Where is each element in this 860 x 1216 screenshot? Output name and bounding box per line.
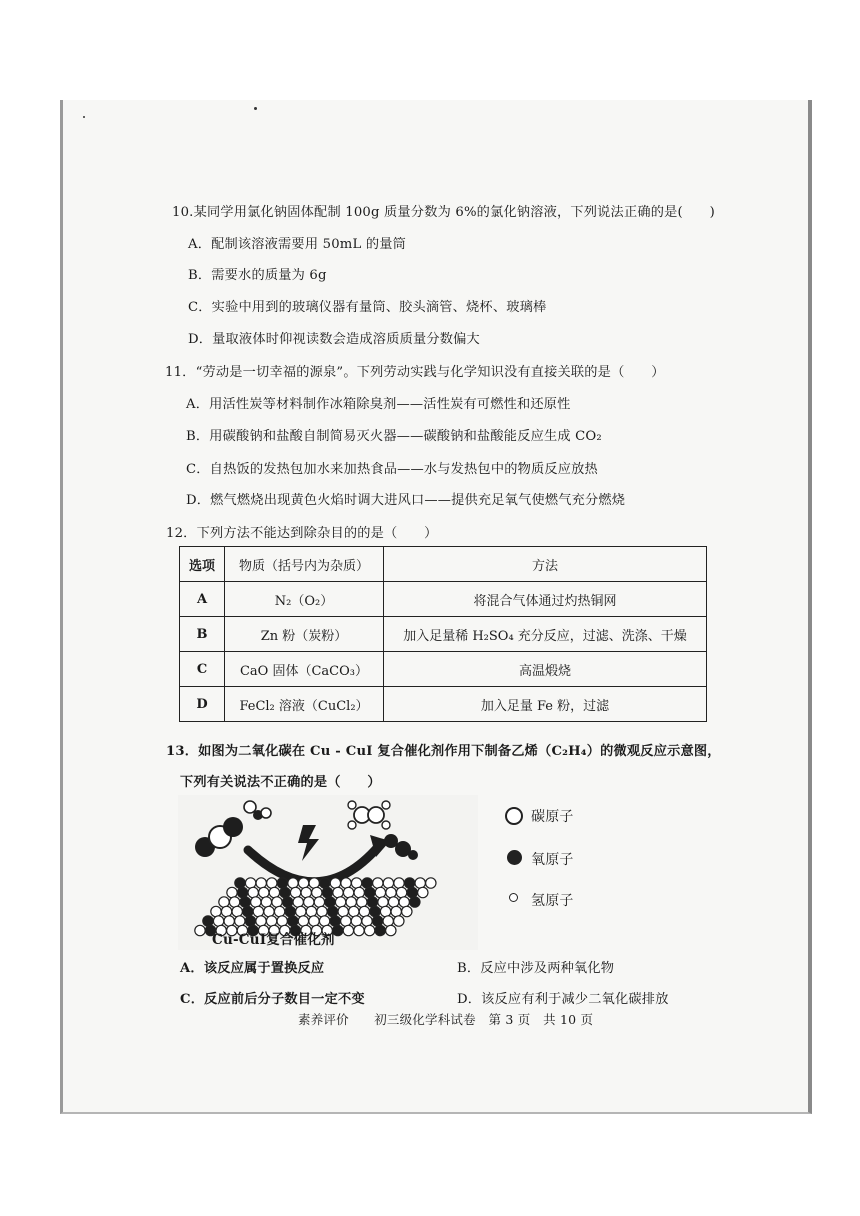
q13-option-a: A．该反应属于置换反应 (180, 961, 325, 976)
lattice-atom (346, 897, 356, 907)
lattice-atom (402, 906, 412, 916)
row-method: 高温煅烧 (384, 652, 707, 687)
lattice-atom (312, 887, 322, 897)
lattice-atom (256, 916, 266, 926)
lattice-atom (314, 897, 324, 907)
lattice-atom (391, 906, 401, 916)
lattice-atom (282, 897, 292, 907)
lattice-atom (277, 916, 287, 926)
lattice-atom (317, 906, 327, 916)
lattice-atom (362, 916, 372, 926)
lattice-atom (362, 878, 372, 888)
lattice-atom (330, 878, 340, 888)
header-option: 选项 (180, 547, 225, 582)
table-row (180, 687, 707, 722)
lattice-atom (375, 887, 385, 897)
lattice-atom (235, 878, 245, 888)
q10-option-d: D．量取液体时仰视读数会造成溶质质量分数偏大 (188, 332, 480, 347)
lattice-atom (211, 906, 221, 916)
lattice-atom (357, 897, 367, 907)
lattice-atom (322, 887, 332, 897)
row-substance: Zn 粉（炭粉） (225, 617, 384, 652)
lattice-atom (375, 925, 385, 935)
lattice-atom (399, 897, 409, 907)
lattice-atom (373, 878, 383, 888)
lattice-atom (370, 906, 380, 916)
lattice-atom (335, 897, 345, 907)
lattice-atom (394, 878, 404, 888)
lattice-atom (224, 916, 234, 926)
lattice-atom (253, 906, 263, 916)
lattice-atom (354, 887, 364, 897)
lattice-atom (272, 897, 282, 907)
lattice-atom (367, 897, 377, 907)
q10-stem: 10.某同学用氯化钠固体配制 100g 质量分数为 6%的氯化钠溶液，下列说法正确的是( ) (172, 205, 715, 220)
q11-option-d: D．燃气燃烧出现黄色火焰时调大进风口——提供充足氧气使燃气充分燃烧 (186, 493, 626, 508)
page-footer: 素养评价 初三级化学科试卷 第 3 页 共 10 页 (298, 1012, 594, 1027)
lattice-atom (365, 887, 375, 897)
q10-option-c: C．实验中用到的玻璃仪器有量筒、胶头滴管、烧杯、玻璃棒 (188, 300, 547, 315)
oxygen-atom-icon (507, 850, 522, 865)
q12-stem: 12．下列方法不能达到除杂目的的是（ ） (166, 526, 438, 541)
lattice-atom (251, 897, 261, 907)
lattice-atom (266, 916, 276, 926)
lattice-atom (349, 906, 359, 916)
lattice-atom (213, 916, 223, 926)
lattice-atom (301, 887, 311, 897)
lattice-atom (359, 906, 369, 916)
lattice-atom (351, 878, 361, 888)
lattice-atom (343, 925, 353, 935)
lattice-atom (235, 916, 245, 926)
row-method: 加入足量 Fe 粉，过滤 (384, 687, 707, 722)
lattice-atom (243, 906, 253, 916)
lattice-atom (341, 878, 351, 888)
lattice-atom (319, 916, 329, 926)
lattice-atom (333, 887, 343, 897)
lattice-atom (293, 897, 303, 907)
row-option: B (180, 617, 225, 652)
lattice-atom (404, 878, 414, 888)
lattice-atom (396, 887, 406, 897)
reaction-diagram (178, 795, 478, 950)
lattice-atom (372, 916, 382, 926)
lattice-atom (256, 878, 266, 888)
lattice-atom (248, 887, 258, 897)
lattice-atom (364, 925, 374, 935)
lattice-atom (245, 878, 255, 888)
table-row (180, 617, 707, 652)
q13-option-b: B．反应中涉及两种氧化物 (457, 961, 615, 976)
q13-option-d: D．该反应有利于减少二氧化碳排放 (457, 992, 669, 1007)
row-option: D (180, 687, 225, 722)
lattice-atom (383, 878, 393, 888)
q10-option-b: B．需要水的质量为 6g (188, 268, 327, 283)
lattice-atom (269, 887, 279, 897)
row-method: 加入足量稀 H₂SO₄ 充分反应，过滤、洗涤、干燥 (384, 617, 707, 652)
q12-table (179, 546, 707, 722)
lattice-atom (351, 916, 361, 926)
row-substance: CaO 固体（CaCO₃） (225, 652, 384, 687)
lattice-atom (378, 897, 388, 907)
header-substance: 物质（括号内为杂质） (225, 547, 384, 582)
q13-stem-line2: 下列有关说法不正确的是（ ） (180, 775, 381, 790)
q13-option-c: C．反应前后分子数目一定不变 (180, 992, 365, 1007)
q11-option-a: A．用活性炭等材料制作冰箱除臭剂——活性炭有可燃性和还原性 (186, 397, 571, 412)
lattice-atom (290, 887, 300, 897)
legend-hydrogen: 氢原子 (531, 893, 574, 909)
legend-oxygen: 氧原子 (531, 852, 574, 868)
lattice-atom (309, 878, 319, 888)
table-row (180, 652, 707, 687)
speck (83, 116, 85, 118)
lattice-atom (380, 906, 390, 916)
lattice-atom (327, 906, 337, 916)
lattice-atom (296, 906, 306, 916)
lattice-atom (304, 897, 314, 907)
lattice-atom (232, 906, 242, 916)
lattice-atom (386, 887, 396, 897)
lattice-atom (309, 916, 319, 926)
lattice-atom (426, 878, 436, 888)
legend-carbon: 碳原子 (531, 809, 574, 825)
speck (254, 107, 257, 110)
lattice-atom (259, 887, 269, 897)
lattice-atom (298, 916, 308, 926)
lattice-atom (386, 925, 396, 935)
lattice-atom (388, 897, 398, 907)
lattice-atom (219, 897, 229, 907)
lattice-atom (229, 897, 239, 907)
lattice-atom (245, 916, 255, 926)
lattice-atom (277, 878, 287, 888)
lattice-atom (237, 887, 247, 897)
row-method: 将混合气体通过灼热铜网 (384, 582, 707, 617)
lattice-atom (394, 916, 404, 926)
catalyst-label: Cu-CuI复合催化剂 (212, 932, 335, 948)
table-header-row (180, 547, 707, 582)
lattice-atom (280, 887, 290, 897)
hydrogen-atom-icon (509, 893, 518, 902)
lattice-atom (240, 897, 250, 907)
q10-option-a: A．配制该溶液需要用 50mL 的量筒 (188, 237, 406, 252)
lattice-atom (298, 878, 308, 888)
lattice-atom (383, 916, 393, 926)
lattice-atom (415, 878, 425, 888)
lattice-atom (288, 878, 298, 888)
header-method: 方法 (384, 547, 707, 582)
lattice-atom (330, 916, 340, 926)
lattice-atom (354, 925, 364, 935)
q11-option-c: C．自热饭的发热包加水来加热食品——水与发热包中的物质反应放热 (186, 462, 598, 477)
lattice-atom (261, 897, 271, 907)
lattice-atom (288, 916, 298, 926)
lattice-atom (203, 916, 213, 926)
lattice-atom (341, 916, 351, 926)
row-substance: N₂（O₂） (225, 582, 384, 617)
lattice-atom (338, 906, 348, 916)
lattice-atom (320, 878, 330, 888)
row-substance: FeCl₂ 溶液（CuCl₂） (225, 687, 384, 722)
lattice-atom (221, 906, 231, 916)
lattice-atom (195, 925, 205, 935)
lattice-atom (325, 897, 335, 907)
lattice-atom (267, 878, 277, 888)
carbon-atom-icon (505, 807, 523, 825)
lattice-atom (407, 887, 417, 897)
q11-stem: 11．“劳动是一切幸福的源泉”。下列劳动实践与化学知识没有直接关联的是（ ） (165, 365, 665, 380)
lattice-atom (343, 887, 353, 897)
lattice-atom (227, 887, 237, 897)
lattice-atom (274, 906, 284, 916)
lattice-atom (285, 906, 295, 916)
row-option: C (180, 652, 225, 687)
q11-option-b: B．用碳酸钠和盐酸自制简易灭火器——碳酸钠和盐酸能反应生成 CO₂ (186, 429, 602, 444)
table-row (180, 582, 707, 617)
q13-stem-line1: 13．如图为二氧化碳在 Cu - CuI 复合催化剂作用下制备乙烯（C₂H₄）的微观反应示意图， (166, 744, 721, 759)
lattice-atom (418, 887, 428, 897)
lattice-atom (410, 897, 420, 907)
lattice-atom (306, 906, 316, 916)
row-option: A (180, 582, 225, 617)
lattice-atom (264, 906, 274, 916)
